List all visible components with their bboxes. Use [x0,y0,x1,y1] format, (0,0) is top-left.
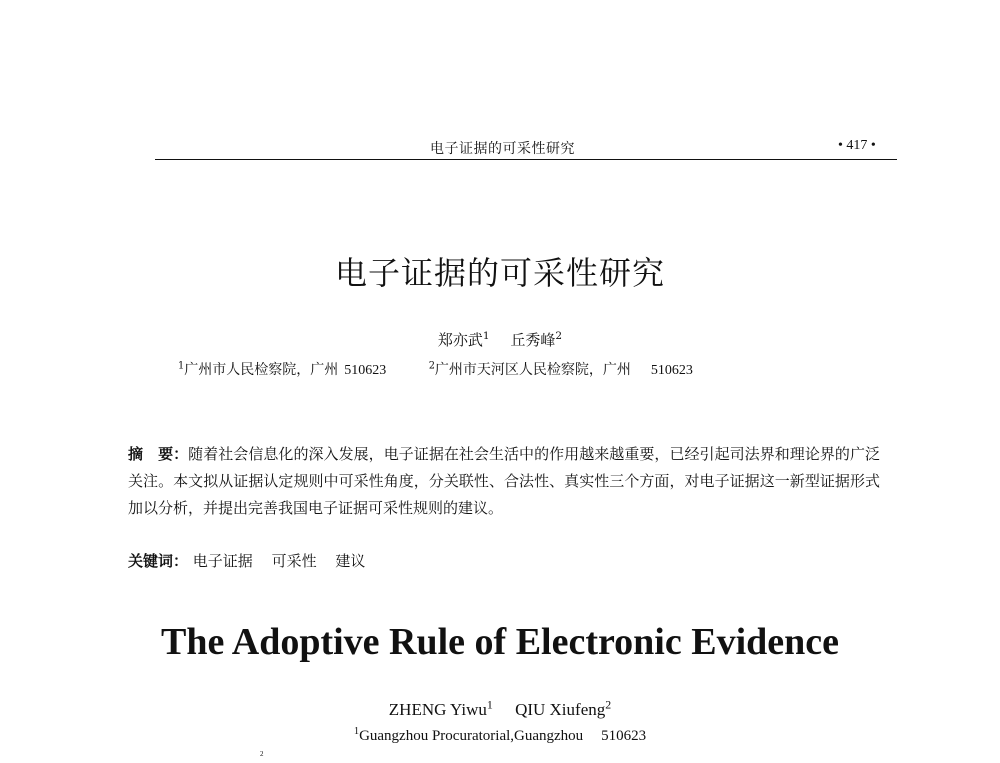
page-number: • 417 • [838,138,876,153]
keywords-label: 关键词： [128,552,189,570]
keyword: 可采性 [271,552,317,570]
paper-title-en: The Adoptive Rule of Electronic Evidence [161,621,839,663]
abstract-label: 摘 要： [128,445,189,463]
paper-title-cn: 电子证据的可采性研究 [334,254,665,292]
author-en: ZHENG Yiwu$^1$ [388,697,493,719]
keywords-cn [128,550,379,571]
abstract-cn [128,441,880,522]
keyword: 电子证据 [192,552,253,570]
header-rule [155,159,897,160]
author-cn: 郑亦武$^1$ [437,330,490,349]
author-list-en [0,697,1000,720]
author-cn: 丘秀峰$^2$ [510,330,563,349]
affiliation-cn: $^2$广州市天河区人民检察院，广州 510623 [428,360,693,378]
author-en: QIU Xiufeng$^2$ [515,697,612,719]
keyword: 建议 [335,552,366,570]
running-title: 电子证据的可采性研究 [430,141,575,157]
abstract-text: 随着社会信息化的深入发展，电子证据在社会生活中的作用越来越重要，已经引起司法界和理论界的广泛关注。本文拟从证据认定规则中可采性角度，分关联性、合法性、真实性三个方面，对电子证据这一新型证据形式加以分析，并提出完善我国电子证据可采性规则的建议。 [128,445,880,517]
author-list-cn [0,329,1000,350]
affiliations-cn [178,359,693,379]
affiliation-en: $^1$Guangzhou Procuratorial,Guangzhou 510623 [353,726,647,744]
affiliation-en-partial: 2 [260,750,264,759]
affiliation-cn: $^1$广州市人民检察院，广州 510623 [178,360,387,378]
